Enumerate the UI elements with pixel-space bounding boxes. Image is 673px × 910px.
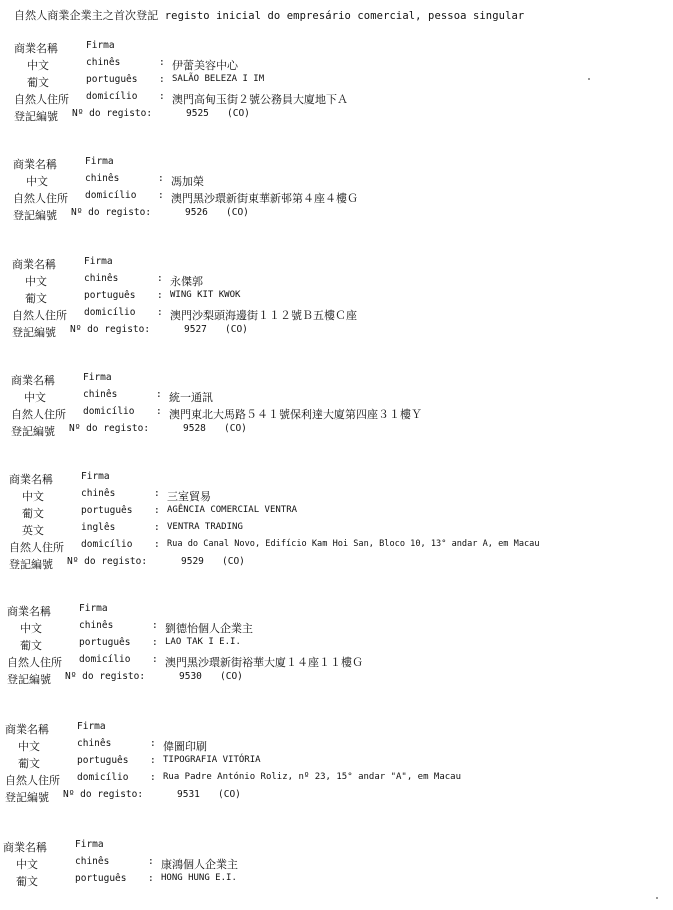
colon: : <box>154 488 160 499</box>
domicilio-label-zh: 自然人住所 <box>13 192 68 205</box>
colon: : <box>150 772 156 783</box>
chines-label-pt: chinês <box>77 738 112 749</box>
chines-label-pt: chinês <box>86 57 121 68</box>
domicilio-label-pt: domicílio <box>84 307 136 318</box>
chines-row <box>7 620 672 637</box>
firma-label-pt: Firma <box>83 372 112 383</box>
registration-entry <box>14 40 673 125</box>
chines-label-zh: 中文 <box>16 858 38 871</box>
portugues-value: SALÃO BELEZA I IM <box>172 74 265 84</box>
registo-row <box>13 207 673 224</box>
registo-row <box>5 789 670 806</box>
registo-label-pt: Nº do registo: <box>63 789 144 800</box>
firma-row <box>13 156 673 173</box>
firma-label-pt: Firma <box>84 256 113 267</box>
registration-entry <box>5 721 670 806</box>
registo-number: 9526 <box>185 207 208 218</box>
chines-label-zh: 中文 <box>18 740 40 753</box>
registration-entry <box>11 372 673 440</box>
registo-row <box>7 671 672 688</box>
header-title-zh: 自然人商業企業主之首次登記 <box>14 9 159 22</box>
registration-entry <box>3 839 668 890</box>
firma-row <box>12 256 673 273</box>
chines-row <box>12 273 673 290</box>
portugues-row <box>5 755 670 772</box>
domicilio-label-zh: 自然人住所 <box>11 408 66 421</box>
registo-label-zh: 登記編號 <box>11 425 55 438</box>
firma-label-zh: 商業名稱 <box>11 374 55 387</box>
scan-speck <box>588 78 590 80</box>
registo-label-zh: 登記編號 <box>7 673 51 686</box>
chines-label-pt: chinês <box>75 856 110 867</box>
domicilio-row <box>11 406 673 423</box>
domicilio-row <box>14 91 673 108</box>
chines-value: 永傑郭 <box>170 275 203 288</box>
firma-label-pt: Firma <box>81 471 110 482</box>
portugues-label-pt: português <box>75 873 127 884</box>
colon: : <box>158 190 164 201</box>
registo-label-pt: Nº do registo: <box>65 671 146 682</box>
domicilio-row <box>9 539 673 556</box>
domicilio-value: 澳門東北大馬路５４１號保利達大廈第四座３１樓Ｙ <box>169 408 422 421</box>
firma-label-zh: 商業名稱 <box>12 258 56 271</box>
firma-label-zh: 商業名稱 <box>13 158 57 171</box>
header-title-pt: registo inicial do empresário comercial, pessoa singular <box>164 10 525 22</box>
domicilio-row <box>13 190 673 207</box>
portugues-label-pt: português <box>86 74 138 85</box>
chines-value: 康鴻個人企業主 <box>161 858 238 871</box>
colon: : <box>156 389 162 400</box>
domicilio-label-pt: domicílio <box>86 91 138 102</box>
domicilio-value: Rua Padre António Roliz, nº 23, 15° andar "A", em Macau <box>163 772 462 782</box>
chines-row <box>9 488 673 505</box>
registo-label-pt: Nº do registo: <box>67 556 148 567</box>
colon: : <box>159 74 165 85</box>
chines-label-zh: 中文 <box>27 59 49 72</box>
portugues-row <box>3 873 668 890</box>
chines-row <box>5 738 670 755</box>
domicilio-value: 澳門黑沙環新街東華新邨第４座４樓Ｇ <box>171 192 358 205</box>
domicilio-label-zh: 自然人住所 <box>7 656 62 669</box>
registo-number: 9525 <box>186 108 209 119</box>
chines-label-zh: 中文 <box>26 175 48 188</box>
colon: : <box>152 637 158 648</box>
domicilio-label-pt: domicílio <box>77 772 129 783</box>
domicilio-row <box>5 772 670 789</box>
chines-label-zh: 中文 <box>24 391 46 404</box>
colon: : <box>157 273 163 284</box>
portugues-label-pt: português <box>79 637 131 648</box>
portugues-row <box>14 74 673 91</box>
registo-label-pt: Nº do registo: <box>69 423 150 434</box>
domicilio-value: 澳門高甸玉街２號公務員大廈地下Ａ <box>172 93 348 106</box>
registo-suffix: (CO) <box>222 556 245 567</box>
ingles-value: VENTRA TRADING <box>167 522 243 532</box>
firma-label-zh: 商業名稱 <box>9 473 53 486</box>
registo-label-pt: Nº do registo: <box>70 324 151 335</box>
chines-label-zh: 中文 <box>20 622 42 635</box>
registration-entry <box>7 603 672 688</box>
chines-label-zh: 中文 <box>25 275 47 288</box>
chines-label-zh: 中文 <box>22 490 44 503</box>
scan-speck <box>656 897 658 899</box>
registo-suffix: (CO) <box>226 207 249 218</box>
registo-label-zh: 登記編號 <box>14 110 58 123</box>
portugues-label-zh: 葡文 <box>16 875 38 888</box>
colon: : <box>157 290 163 301</box>
portugues-label-zh: 葡文 <box>18 757 40 770</box>
firma-row <box>3 839 668 856</box>
chines-value: 統一通訊 <box>169 391 213 404</box>
colon: : <box>148 873 154 884</box>
registo-number: 9530 <box>179 671 202 682</box>
domicilio-value: 澳門黑沙環新街裕華大廈１４座１１樓Ｇ <box>165 656 363 669</box>
chines-value: 伊蕾美容中心 <box>172 59 238 72</box>
chines-label-pt: chinês <box>84 273 119 284</box>
colon: : <box>148 856 154 867</box>
domicilio-label-zh: 自然人住所 <box>5 774 60 787</box>
domicilio-row <box>7 654 672 671</box>
firma-row <box>14 40 673 57</box>
portugues-label-zh: 葡文 <box>25 292 47 305</box>
colon: : <box>157 307 163 318</box>
colon: : <box>154 539 160 550</box>
firma-row <box>7 603 672 620</box>
chines-row <box>13 173 673 190</box>
domicilio-value: 澳門沙梨頭海邊街１１２號Ｂ五樓Ｃ座 <box>170 309 357 322</box>
domicilio-label-pt: domicílio <box>85 190 137 201</box>
registo-label-pt: Nº do registo: <box>71 207 152 218</box>
registo-row <box>14 108 673 125</box>
chines-row <box>11 389 673 406</box>
registo-row <box>11 423 673 440</box>
chines-row <box>3 856 668 873</box>
portugues-row <box>7 637 672 654</box>
registo-label-zh: 登記編號 <box>13 209 57 222</box>
registo-row <box>12 324 673 341</box>
registo-number: 9527 <box>184 324 207 335</box>
registo-suffix: (CO) <box>224 423 247 434</box>
colon: : <box>158 173 164 184</box>
chines-value: 偉圖印刷 <box>163 740 207 753</box>
colon: : <box>156 406 162 417</box>
colon: : <box>152 620 158 631</box>
domicilio-row <box>12 307 673 324</box>
colon: : <box>159 57 165 68</box>
registo-suffix: (CO) <box>225 324 248 335</box>
firma-label-pt: Firma <box>77 721 106 732</box>
portugues-row <box>12 290 673 307</box>
registo-label-zh: 登記編號 <box>9 558 53 571</box>
registo-number: 9528 <box>183 423 206 434</box>
ingles-row <box>9 522 673 539</box>
firma-label-pt: Firma <box>85 156 114 167</box>
chines-label-pt: chinês <box>81 488 116 499</box>
registo-row <box>9 556 673 573</box>
firma-label-zh: 商業名稱 <box>3 841 47 854</box>
portugues-label-zh: 葡文 <box>27 76 49 89</box>
registo-label-zh: 登記編號 <box>12 326 56 339</box>
portugues-label-pt: português <box>84 290 136 301</box>
registo-suffix: (CO) <box>227 108 250 119</box>
registo-suffix: (CO) <box>220 671 243 682</box>
firma-row <box>9 471 673 488</box>
firma-label-zh: 商業名稱 <box>5 723 49 736</box>
colon: : <box>159 91 165 102</box>
chines-label-pt: chinês <box>79 620 114 631</box>
registration-entry <box>12 256 673 341</box>
colon: : <box>154 522 160 533</box>
chines-value: 三室貿易 <box>167 490 211 503</box>
domicilio-value: Rua do Canal Novo, Edifício Kam Hoi San, Bloco 10, 13° andar A, em Macau <box>167 539 540 549</box>
chines-label-pt: chinês <box>85 173 120 184</box>
portugues-value: TIPOGRAFIA VITÓRIA <box>163 755 261 765</box>
firma-label-pt: Firma <box>79 603 108 614</box>
colon: : <box>150 755 156 766</box>
chines-value: 劉德怡個人企業主 <box>165 622 253 635</box>
ingles-label-zh: 英文 <box>22 524 44 537</box>
colon: : <box>152 654 158 665</box>
chines-value: 馮加榮 <box>171 175 204 188</box>
domicilio-label-pt: domicílio <box>83 406 135 417</box>
portugues-label-zh: 葡文 <box>22 507 44 520</box>
portugues-value: AGÊNCIA COMERCIAL VENTRA <box>167 505 298 515</box>
portugues-value: HONG HUNG E.I. <box>161 873 237 883</box>
portugues-label-pt: português <box>77 755 129 766</box>
portugues-row <box>9 505 673 522</box>
domicilio-label-zh: 自然人住所 <box>12 309 67 322</box>
portugues-value: WING KIT KWOK <box>170 290 241 300</box>
portugues-label-pt: português <box>81 505 133 516</box>
firma-label-zh: 商業名稱 <box>7 605 51 618</box>
registo-number: 9531 <box>177 789 200 800</box>
domicilio-label-zh: 自然人住所 <box>9 541 64 554</box>
registration-entry <box>9 471 673 573</box>
domicilio-label-zh: 自然人住所 <box>14 93 69 106</box>
portugues-value: LAO TAK I E.I. <box>165 637 241 647</box>
domicilio-label-pt: domicílio <box>81 539 133 550</box>
firma-row <box>11 372 673 389</box>
registo-label-zh: 登記編號 <box>5 791 49 804</box>
firma-label-zh: 商業名稱 <box>14 42 58 55</box>
registo-label-pt: Nº do registo: <box>72 108 153 119</box>
portugues-label-zh: 葡文 <box>20 639 42 652</box>
ingles-label-pt: inglês <box>81 522 116 533</box>
firma-label-pt: Firma <box>86 40 115 51</box>
chines-label-pt: chinês <box>83 389 118 400</box>
colon: : <box>150 738 156 749</box>
registo-suffix: (CO) <box>218 789 241 800</box>
chines-row <box>14 57 673 74</box>
firma-label-pt: Firma <box>75 839 104 850</box>
firma-row <box>5 721 670 738</box>
colon: : <box>154 505 160 516</box>
registo-number: 9529 <box>181 556 204 567</box>
domicilio-label-pt: domicílio <box>79 654 131 665</box>
document-header <box>14 7 524 23</box>
registration-entry <box>13 156 673 224</box>
